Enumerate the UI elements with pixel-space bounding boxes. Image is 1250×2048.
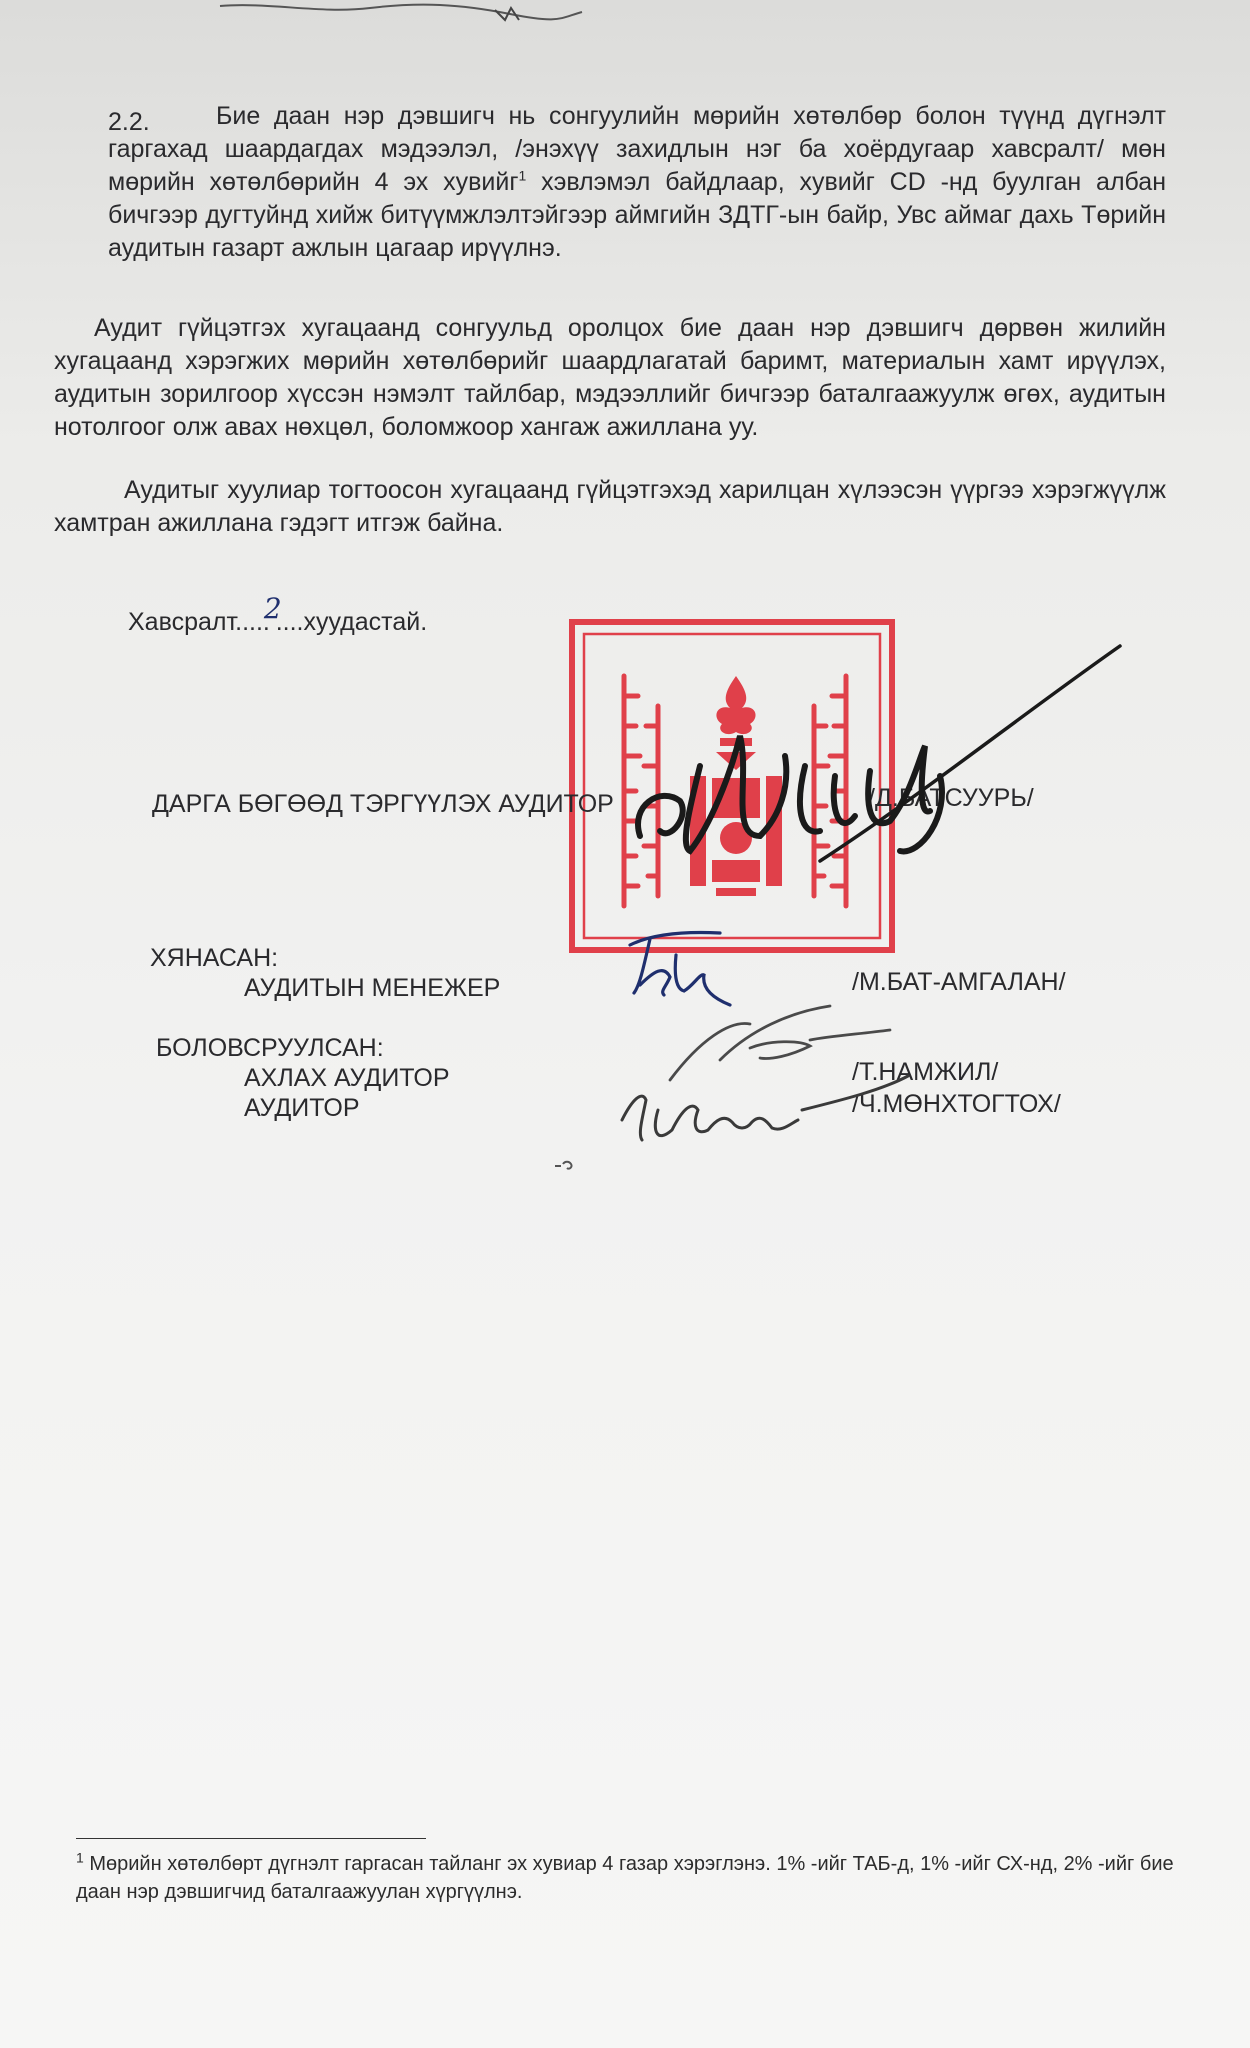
director-signature xyxy=(620,636,1140,876)
section-number: 2.2. xyxy=(108,108,150,136)
attachment-handwritten-count: 2 xyxy=(263,592,282,625)
footnote-body: Мөрийн хөтөлбөрт дүгнэлт гаргасан тайланг эх хувиар 4 газар хэрэглэнэ. 1% -ийг ТАБ-д, 1% -ийг СХ-нд, 2% -ийг бие даан нэр дэвшигчид баталгаажуулан хүргүүлнэ. xyxy=(76,1853,1174,1903)
top-scribble-mark xyxy=(210,0,590,26)
senior-auditor-title: АХЛАХ АУДИТОР xyxy=(244,1064,450,1092)
director-title: ДАРГА БӨГӨӨД ТЭРГҮҮЛЭХ АУДИТОР xyxy=(152,790,614,818)
reviewed-label: ХЯНАСАН: xyxy=(150,944,279,972)
auditor-name: /Ч.МӨНХТОГТОХ/ xyxy=(852,1090,1061,1118)
auditor-title: АУДИТОР xyxy=(244,1094,360,1122)
section-2-2-text-part2: хэвлэмэл байдлаар, хувийг CD -нд буулган албан бичгээр дугтуйнд хийж битүүмжлэлтэйгээр аймгийн ЗДТГ-ын байр, Увс аймаг дахь Төрийн аудитын газарт ажлын цагаар ирүүлнэ. xyxy=(108,168,1166,262)
section-2-2-text xyxy=(108,100,1166,265)
footnote-separator xyxy=(76,1838,426,1839)
attachment-prefix: Хавсралт..... xyxy=(128,608,270,636)
footnote-reference: 1 xyxy=(518,167,527,184)
attachment-suffix: ....хуудастай. xyxy=(275,608,428,636)
auditor-signature xyxy=(612,1070,912,1150)
footnote-marker: 1 xyxy=(76,1849,84,1866)
attachment-line xyxy=(128,592,428,639)
prepared-label: БОЛОВСРУУЛСАН: xyxy=(156,1034,384,1062)
senior-auditor-name: /Т.НАМЖИЛ/ xyxy=(852,1058,999,1086)
manager-name: /М.БАТ-АМГАЛАН/ xyxy=(852,968,1066,996)
section-2-2-text-part1: Бие даан нэр дэвшигч нь сонгуулийн мөрийн хөтөлбөр болон түүнд дүгнэлт гаргахад шаардагдах мэдээлэл, /энэхүү захидлын нэг ба хоёрдугаар хавсралт/ мөн мөрийн хөтөлбөрийн 4 эх хувийг xyxy=(108,102,1166,196)
paragraph-audit-cooperation: Аудит гүйцэтгэх хугацаанд сонгуульд оролцох бие даан нэр дэвшигч дөрвөн жилийн хугацаанд хэрэгжих мөрийн хөтөлбөрийг шаардлагатай баримт, материалын хамт ирүүлэх, аудитын зорилгоор хүссэн нэмэлт тайлбар, мэдээллийг бичгээр баталгаажуулж өгөх, аудитын нотолгоог олж авах нөхцөл, боломжоор хангаж ажиллана уу. xyxy=(54,314,1166,441)
footnote-text xyxy=(76,1850,1176,1906)
director-name: /Д.БАТСУУРЬ/ xyxy=(868,784,1034,812)
manager-title: АУДИТЫН МЕНЕЖЕР xyxy=(244,974,501,1002)
small-ink-mark xyxy=(553,1158,577,1172)
paragraph-closing: Аудитыг хуулиар тогтоосон хугацаанд гүйцэтгэхэд харилцан хүлээсэн үүргээ хэрэгжүүлж хамтран ажиллана гэдэгт итгэж байна. xyxy=(54,476,1166,537)
